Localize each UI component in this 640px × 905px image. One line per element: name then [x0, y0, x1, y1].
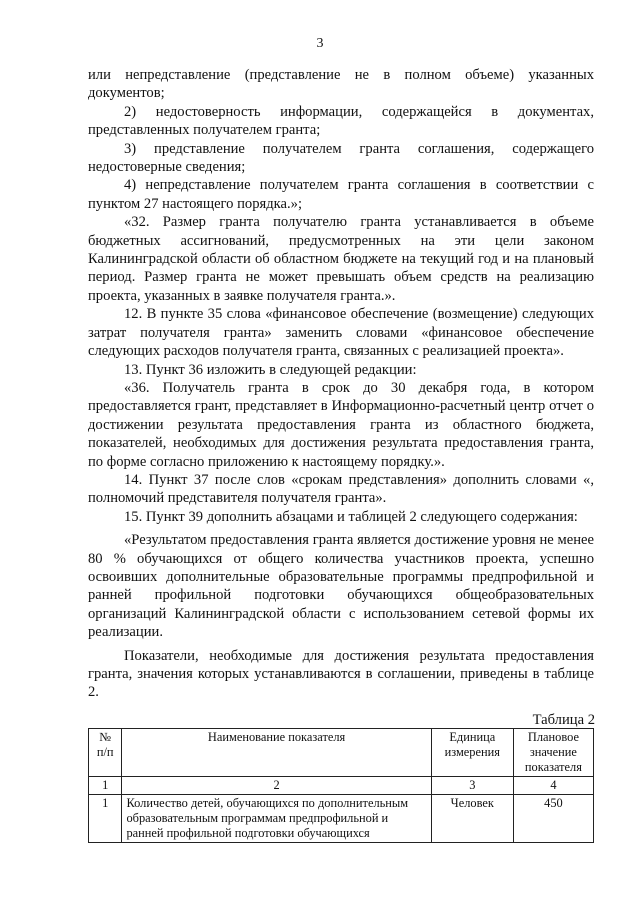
column-number: 1	[89, 777, 122, 795]
indicator-name: Количество детей, обучающихся по дополнительным образовательным программам предпрофильной и ранней профильной подготовки обучающихся	[122, 795, 431, 843]
table-caption: Таблица 2	[532, 712, 595, 728]
paragraph-1: или непредставление (представление не в полном объеме) указанных документов;	[88, 67, 594, 102]
paragraph-7: 13. Пункт 36 изложить в следующей редакции:	[124, 361, 417, 378]
paragraph-9: 14. Пункт 37 после слов «срокам представления» дополнить словами «, полномочий представителя получателя гранта».	[88, 471, 594, 507]
paragraph-4: 4) непредставление получателем гранта соглашения в соответствии с пунктом 27 настоящего порядка.»;	[88, 177, 594, 212]
table-header-row	[89, 729, 594, 777]
header-number: № п/п	[89, 729, 122, 777]
paragraph-12: Показатели, необходимые для достижения результата предоставления гранта, значения которых устанавливаются в соглашении, приведены в таблице 2.	[88, 647, 594, 701]
paragraph-10: 15. Пункт 39 дополнить абзацами и таблицей 2 следующего содержания:	[124, 508, 578, 525]
column-number: 4	[513, 777, 593, 795]
paragraph-3: 3) представление получателем гранта соглашения, содержащего недостоверные сведения;	[88, 140, 594, 176]
header-unit: Единица измерения	[431, 729, 513, 777]
table-row	[89, 795, 594, 843]
indicators-table	[88, 728, 594, 843]
page-number: 3	[316, 36, 324, 51]
paragraph-2: 2) недостоверность информации, содержащейся в документах, представленных получателем гранта;	[88, 103, 594, 139]
header-indicator-name: Наименование показателя	[122, 729, 431, 777]
paragraph-5: «32. Размер гранта получателю гранта устанавливается в объеме бюджетных ассигнований, предусмотренных на эти цели законом Калининградской области об областном бюджете на текущий год и на плановый период. Размер гранта не может превышать объем средств на реализацию проекта, указанных в заявке получателя гранта.».	[88, 214, 594, 304]
row-number: 1	[89, 795, 122, 843]
paragraph-11: «Результатом предоставления гранта является достижение уровня не менее 80 % обучающихся от общего количества участников проекта, успешно освоивших дополнительные образовательные программы предпрофильной и ранней профильной подготовки обучающихся общеобразовательных организаций Калининградской области с использованием сетевой формы их реализации.	[88, 532, 594, 641]
paragraph-8: «36. Получатель гранта в срок до 30 декабря года, в котором предоставляется грант, представляет в Информационно-расчетный центр отчет о достижении результата предоставления гранта из областного бюджета, показателей, необходимых для достижения результата предоставления гранта, по форме согласно приложению к настоящему порядку.».	[88, 379, 594, 470]
column-number-row	[89, 777, 594, 795]
column-number: 2	[122, 777, 431, 795]
unit-value: Человек	[431, 795, 513, 843]
header-planned-value: Плановое значение показателя	[513, 729, 593, 777]
document-body	[88, 66, 594, 702]
column-number: 3	[431, 777, 513, 795]
paragraph-6: 12. В пункте 35 слова «финансовое обеспечение (возмещение) следующих затрат получателя гранта» заменить словами «финансовое обеспечение следующих расходов получателя гранта, связанных с реализацией проекта».	[88, 306, 594, 360]
planned-value: 450	[513, 795, 593, 843]
